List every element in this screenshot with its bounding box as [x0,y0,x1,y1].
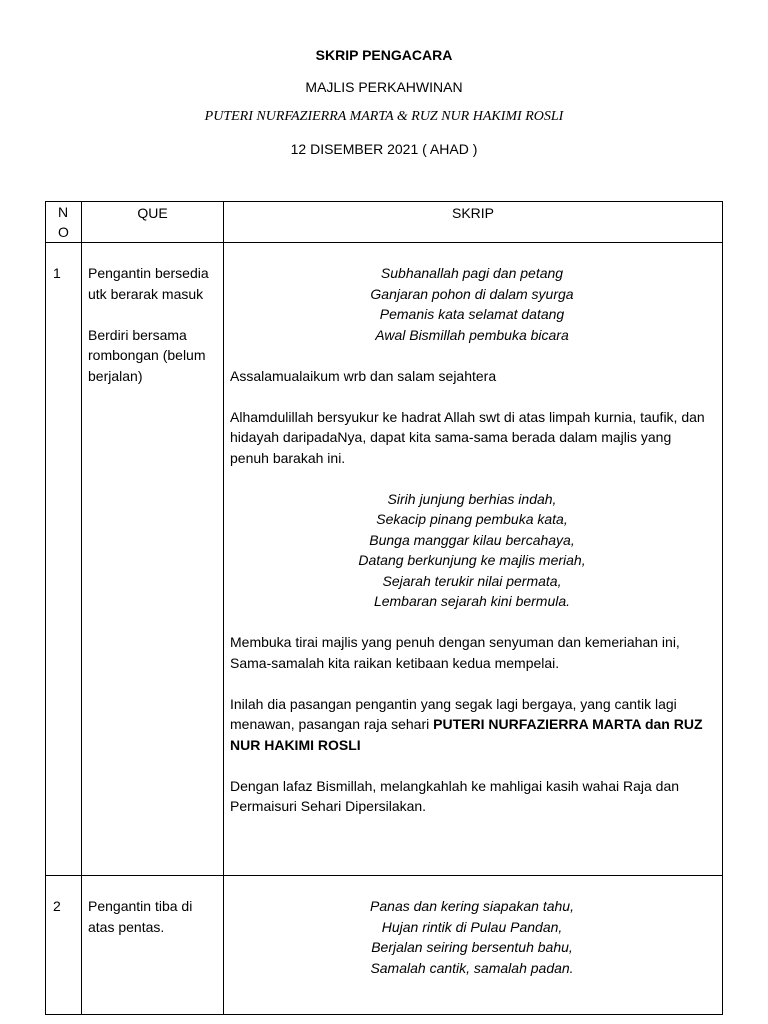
event-date: 12 DISEMBER 2021 ( AHAD ) [290,141,478,157]
couple-names: PUTERI NURFAZIERRA MARTA & RUZ NUR HAKIMI ROSLI [204,109,564,124]
pantun-line: Samalah cantik, samalah padan. [370,959,574,976]
table-row [46,243,723,876]
pantun-line: Berjalan seiring bersentuh bahu, [371,939,573,955]
cue-cell [82,243,224,876]
pantun-line: Subhanallah pagi dan petang [380,265,564,281]
intro-couple-names: PUTERI NURFAZIERRA MARTA dan RUZ NUR HAKIMI ROSLI [230,716,703,753]
script-cell [224,876,723,1015]
row-number: 1 [46,243,82,876]
pantun-line: Awal Bismillah pembuka bicara [375,326,569,343]
cue-text: Pengantin tiba di atas pentas. [88,898,193,935]
script-cell [224,243,723,876]
script-table [45,201,723,1015]
table-header-row [46,202,723,243]
column-header-no: N O [46,202,82,243]
column-header-skrip: SKRIP [224,202,723,243]
pantun-line: Bunga manggar kilau bercahaya, [369,531,575,548]
pantun-line: Panas dan kering siapakan tahu, [370,898,574,914]
table-row [46,876,723,1015]
cue-text: Pengantin bersedia utk berarak masuk [88,265,209,302]
pantun-line: Ganjaran pohon di dalam syurga [370,285,574,302]
pantun-line: Datang berkunjung ke majlis meriah, [358,552,586,568]
pantun-line: Sejarah terukir nilai permata, [382,572,562,589]
pantun-line: Sekacip pinang pembuka kata, [376,511,568,527]
column-header-que: QUE [82,202,224,243]
event-subtitle: MAJLIS PERKAHWINAN [305,79,463,95]
cue-text: Berdiri bersama rombongan (belum berjalan) [88,326,206,384]
pantun-line: Hujan rintik di Pulau Pandan, [381,918,563,935]
pantun-line: Lembaran sejarah kini bermula. [373,593,571,609]
document-title: SKRIP PENGACARA [315,47,453,63]
greeting-text: Assalamualaikum wrb dan salam sejahtera [230,367,497,384]
invite-text: Dengan lafaz Bismillah, melangkahlah ke mahligai kasih wahai Raja dan Permaisuri Sehari Dipersilakan. [230,777,680,814]
thanks-text: Alhamdulillah bersyukur ke hadrat Allah swt di atas limpah kurnia, taufik, dan hidayah daripadaNya, dapat kita sama-sama berada dalam majlis yang penuh barakah ini. [230,408,705,466]
cue-cell [82,876,224,1015]
pantun-line: Pemanis kata selamat datang [379,306,565,322]
intro-paragraph [230,694,714,756]
pantun-line: Sirih junjung berhias indah, [387,490,557,507]
intro-text: Inilah dia pasangan pengantin yang segak lagi bergaya, yang cantik lagi menawan, pasangan raja sehari [230,695,677,732]
opening-text: Membuka tirai majlis yang penuh dengan senyuman dan kemeriahan ini, Sama-samalah kita raikan ketibaan kedua mempelai. [230,634,680,671]
row-number: 2 [46,876,82,1015]
